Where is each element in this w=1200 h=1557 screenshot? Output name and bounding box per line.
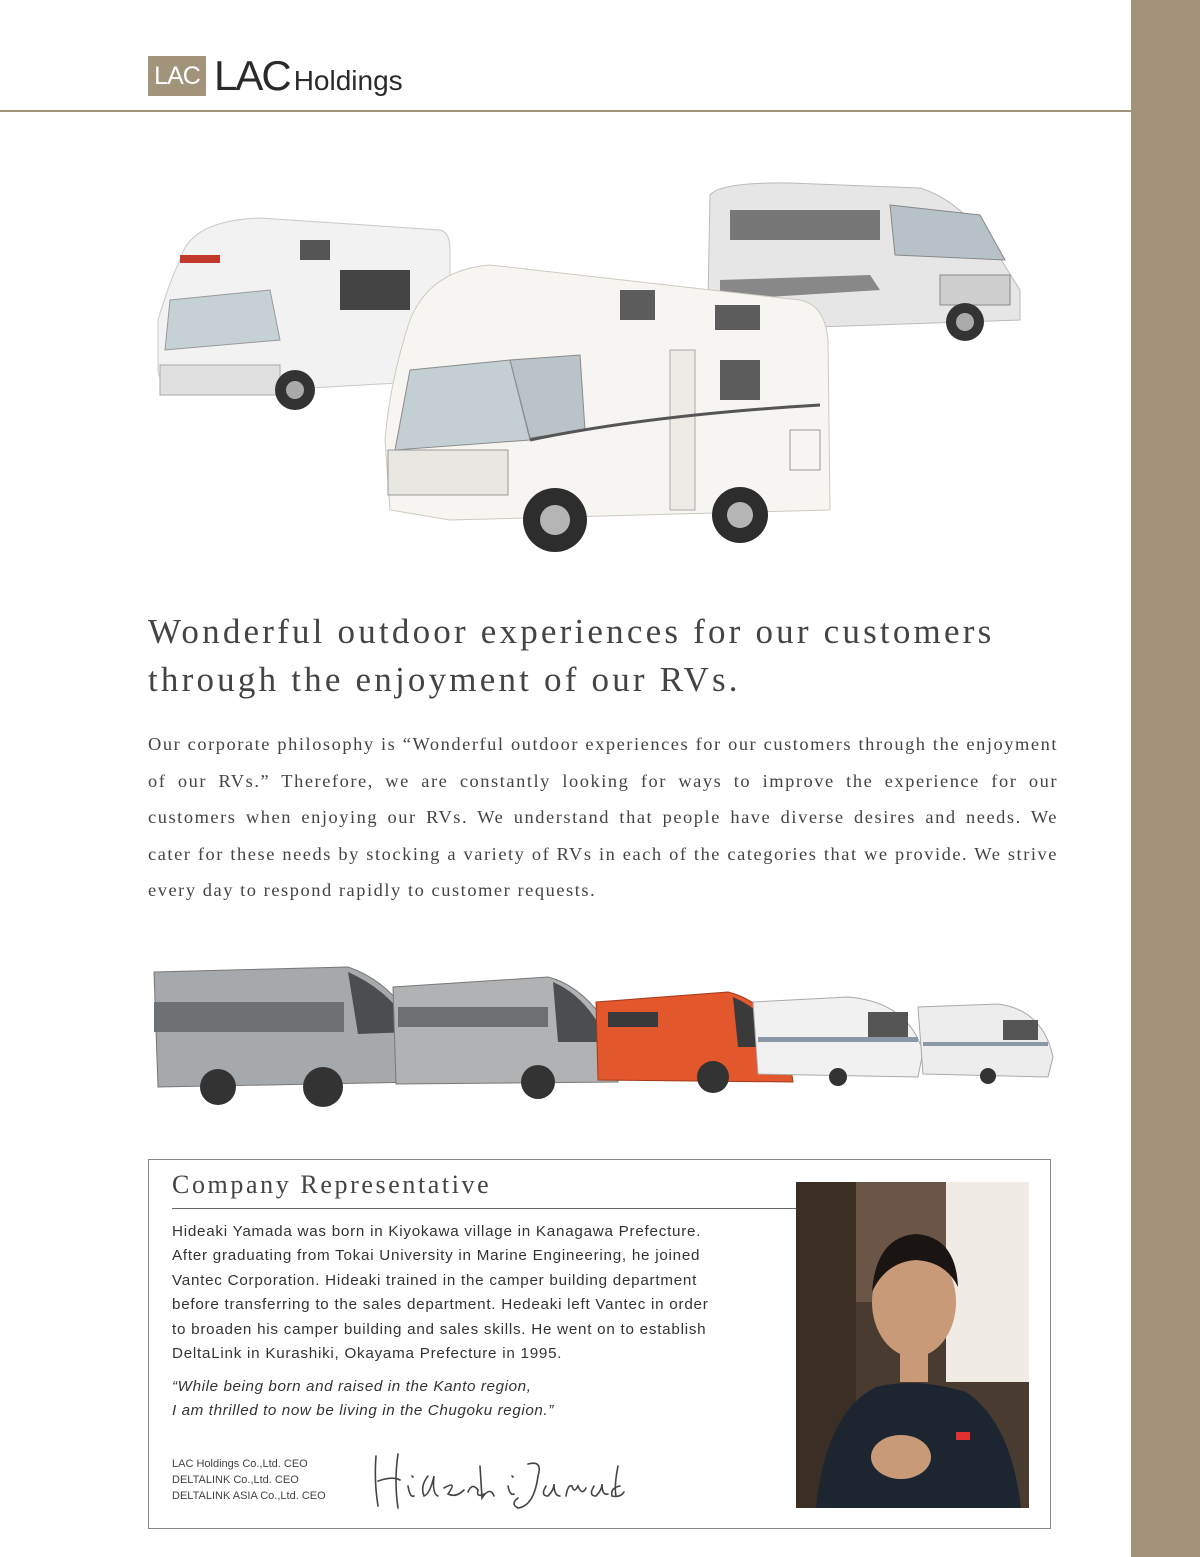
top-vehicles-photo — [150, 180, 1030, 560]
bio-line: before transferring to the sales department. Hedeaki left Vantec in order — [172, 1296, 709, 1314]
logo-name-main: LAC — [214, 52, 290, 99]
representative-positions — [172, 1456, 326, 1504]
ceo-portrait — [796, 1182, 1029, 1508]
headline-line-1: Wonderful outdoor experiences for our customers — [148, 612, 995, 651]
position-line: LAC Holdings Co.,Ltd. CEO — [172, 1458, 308, 1470]
representative-title-rule — [172, 1208, 798, 1209]
caravan-white-small-image — [918, 1004, 1053, 1084]
bio-line: DeltaLink in Kurashiki, Okayama Prefecture in 1995. — [172, 1345, 563, 1363]
caravan-white-image — [753, 997, 923, 1086]
bottom-vehicles-photo — [148, 962, 1060, 1112]
bio-line: to broaden his camper building and sales skills. He went on to establish — [172, 1320, 707, 1338]
side-accent-band — [1131, 0, 1200, 1557]
bio-line: After graduating from Tokai University in Marine Engineering, he joined — [172, 1247, 701, 1265]
company-logo — [214, 52, 403, 100]
motorhome-grey-image — [393, 977, 618, 1099]
logo-mark: LAC — [148, 56, 206, 96]
bio-line: Hideaki Yamada was born in Kiyokawa village in Kanagawa Prefecture. — [172, 1223, 702, 1240]
philosophy-paragraph: Our corporate philosophy is “Wonderful outdoor experiences for our customers through the enjoyment of our RVs.” Therefore, we are constantly looking for ways to improve the experience for our customers when enjoying our RVs. We understand that people have diverse desires and needs. We cater for these needs by stocking a variety of RVs in each of the categories that we provide. We strive every day to respond rapidly to customer requests. — [148, 734, 1058, 900]
handwritten-signature — [368, 1446, 628, 1516]
quote-line: “While being born and raised in the Kanto region, — [172, 1378, 532, 1395]
position-line: DELTALINK Co.,Ltd. CEO — [172, 1474, 299, 1486]
representative-bio — [172, 1220, 784, 1366]
position-line: DELTALINK ASIA Co.,Ltd. CEO — [172, 1490, 326, 1502]
headline-line-2: through the enjoyment of our RVs. — [148, 660, 741, 699]
bio-line: Vantec Corporation. Hideaki trained in the camper building department — [172, 1271, 698, 1289]
logo-name-sub: Holdings — [293, 65, 403, 96]
motorhome-grey-large-image — [154, 967, 423, 1107]
headline — [148, 608, 1068, 704]
representative-title: Company Representative — [172, 1170, 492, 1199]
representative-quote — [172, 1375, 784, 1424]
cab-over-motorhome-white-image — [385, 265, 830, 552]
header-divider — [0, 110, 1131, 112]
quote-line: I am thrilled to now be living in the Chugoku region.” — [172, 1402, 554, 1420]
